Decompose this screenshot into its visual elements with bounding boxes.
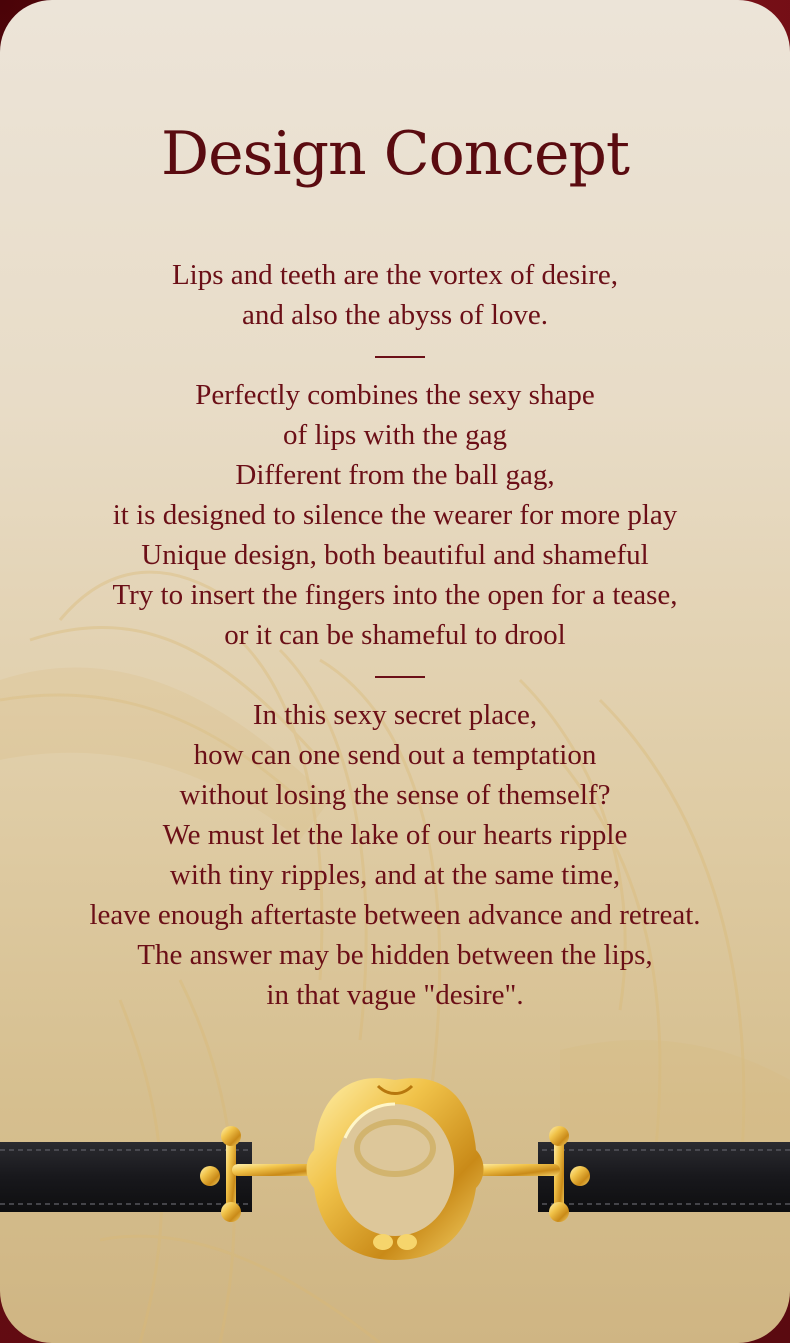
section-2-line-3: Different from the ball gag,: [235, 459, 555, 491]
left-strap: [0, 1142, 252, 1212]
section-3-line-6: leave enough aftertaste between advance and retreat.: [89, 899, 701, 931]
section-3-text: [0, 695, 790, 1015]
intro-text: [0, 255, 790, 335]
intro-line-1: Lips and teeth are the vortex of desire,: [171, 259, 619, 291]
section-3-line-5: with tiny ripples, and at the same time,: [169, 859, 621, 891]
section-2-line-7: or it can be shameful to drool: [224, 619, 566, 651]
intro-line-2: and also the abyss of love.: [241, 299, 549, 331]
divider-1: [375, 356, 425, 358]
section-2-line-5: Unique design, both beautiful and shameful: [141, 539, 649, 571]
section-3-line-8: in that vague "desire".: [266, 979, 524, 1011]
section-2-text: [0, 375, 790, 655]
section-2-line-6: Try to insert the fingers into the open for a tease,: [112, 579, 678, 611]
lip-ring-gag-icon: [0, 1060, 790, 1270]
section-2-line-1: Perfectly combines the sexy shape: [195, 379, 595, 411]
section-3-line-4: We must let the lake of our hearts ripple: [162, 819, 628, 851]
page-title: Design Concept: [160, 119, 630, 189]
section-3-line-1: In this sexy secret place,: [252, 699, 538, 731]
section-3-line-7: The answer may be hidden between the lips,: [137, 939, 653, 971]
section-2-line-2: of lips with the gag: [283, 419, 507, 451]
section-2-line-4: it is designed to silence the wearer for more play: [112, 499, 678, 531]
gold-lips-ring: [307, 1078, 484, 1260]
section-3-line-2: how can one send out a temptation: [193, 739, 597, 771]
right-strap: [538, 1142, 790, 1212]
divider-2: [375, 676, 425, 678]
section-3-line-3: without losing the sense of themself?: [179, 779, 611, 811]
